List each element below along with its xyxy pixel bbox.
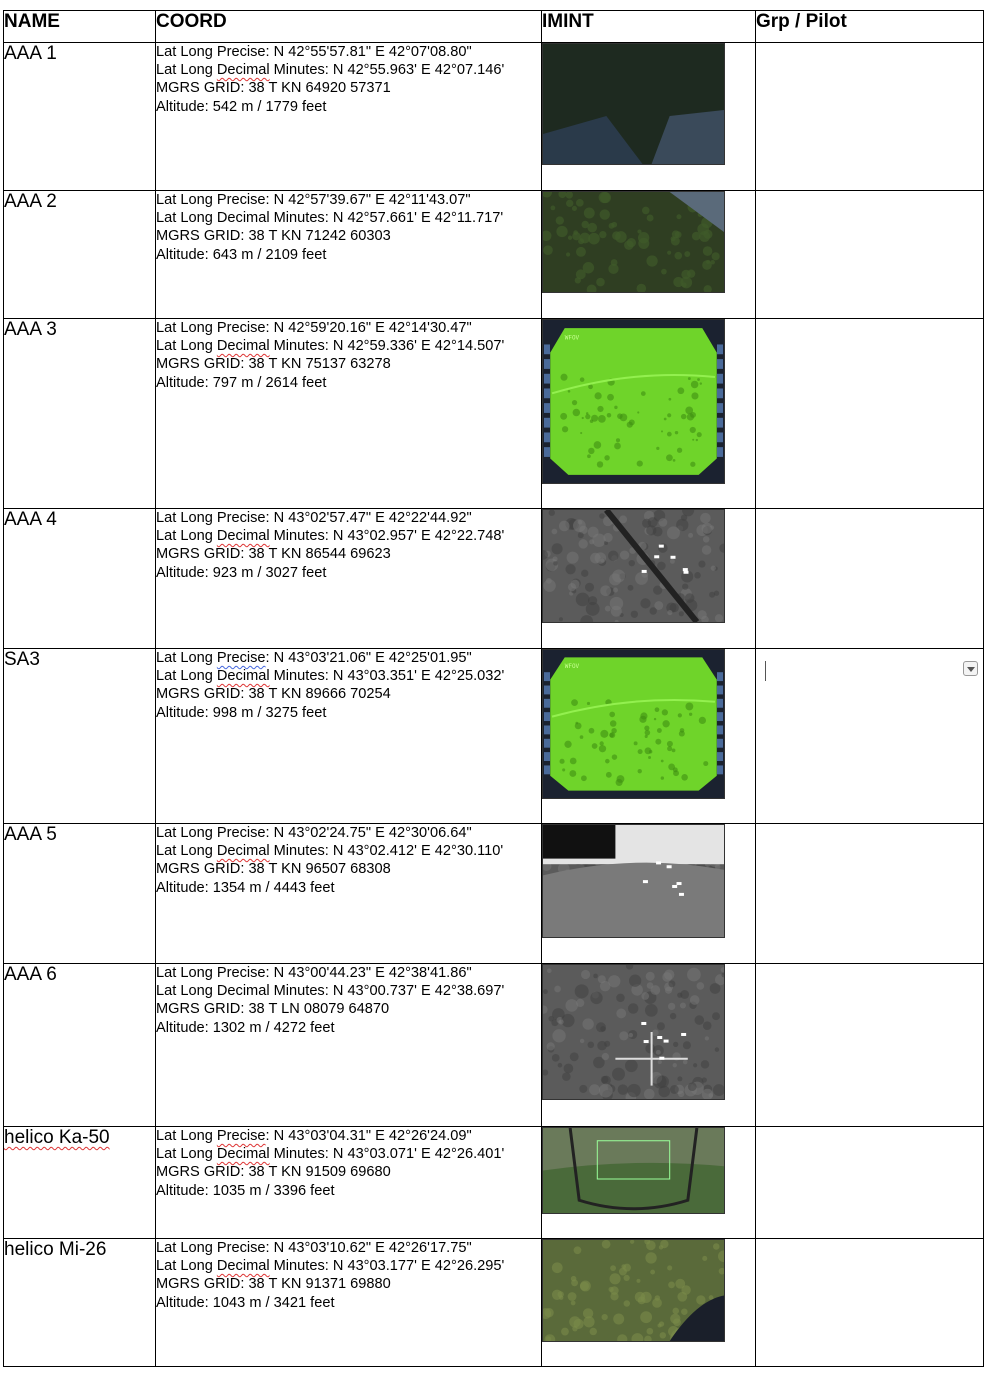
header-row: [4, 11, 984, 43]
coord-mgrs-label: MGRS GRID:: [156, 861, 249, 878]
spellcheck-word: Decimal: [216, 1146, 270, 1163]
coord-precise-label: Lat Long Precise:: [156, 320, 274, 336]
header-imint: IMINT: [542, 11, 756, 43]
coord-decimal-label: Lat Long Decimal Minutes:: [156, 1146, 333, 1163]
imint-cell: [542, 319, 756, 509]
green-mfd-view-image[interactable]: [542, 649, 725, 799]
coord-decimal-value: N 43°00.737' E 42°38.697': [332, 983, 505, 1000]
svg-text:WFOV: WFOV: [564, 662, 580, 670]
coord-mgrs-label: MGRS GRID:: [156, 80, 249, 97]
target-name: [4, 191, 156, 319]
imint-cell: [542, 191, 756, 319]
header-coord: COORD: [156, 11, 542, 43]
coord-precise: [156, 964, 541, 982]
coord-decimal-value: N 43°03.351' E 42°25.032': [332, 668, 505, 685]
target-name-text: helico Ka-50: [4, 1127, 110, 1148]
coord-precise-label: Lat Long Precise:: [156, 1128, 274, 1144]
coord-altitude-value: 923 m / 3027 feet: [212, 564, 327, 581]
coord-mgrs-value: 38 T KN 75137 63278: [248, 356, 391, 373]
coord-decimal: [156, 61, 541, 79]
coord-decimal: [156, 527, 541, 545]
infrared-ridge-view-image[interactable]: [542, 824, 725, 938]
coord-precise-label: Lat Long Precise:: [156, 965, 274, 981]
coord-precise-label: Lat Long Precise:: [156, 650, 274, 666]
cockpit-hill-view-image[interactable]: [542, 1239, 725, 1342]
hud-valley-view-image[interactable]: [542, 1127, 725, 1214]
coord-decimal-label: Lat Long Decimal Minutes:: [156, 528, 333, 545]
grp-pilot-cell[interactable]: [756, 509, 984, 649]
coord-mgrs-label: MGRS GRID:: [156, 1001, 249, 1018]
coord-mgrs: [156, 1163, 541, 1181]
coord-decimal: [156, 667, 541, 685]
coord-altitude: [156, 1182, 541, 1200]
imint-cell: [542, 509, 756, 649]
coord-decimal-value: N 43°03.071' E 42°26.401': [332, 1146, 505, 1163]
coord-altitude-label: Altitude:: [156, 564, 213, 581]
target-coordinates: [156, 1239, 542, 1367]
coord-precise: [156, 509, 541, 527]
target-table: [3, 10, 984, 1367]
grp-pilot-cell[interactable]: [756, 43, 984, 191]
coord-precise: [156, 649, 541, 667]
coord-decimal: [156, 337, 541, 355]
coord-altitude: [156, 1019, 541, 1037]
target-name: [4, 649, 156, 824]
imint-cell: [542, 1239, 756, 1367]
svg-text:WFOV: WFOV: [564, 334, 580, 342]
coord-decimal-value: N 43°02.957' E 42°22.748': [332, 528, 505, 545]
dropdown-chevron-icon[interactable]: [963, 661, 978, 676]
coord-mgrs-value: 38 T KN 89666 70254: [248, 686, 391, 703]
coord-precise: [156, 319, 541, 337]
coord-altitude: [156, 564, 541, 582]
coord-mgrs-label: MGRS GRID:: [156, 228, 249, 245]
coord-precise: [156, 191, 541, 209]
target-name-text: AAA 4: [4, 509, 57, 530]
coord-decimal-label: Lat Long Decimal Minutes:: [156, 843, 333, 860]
coord-precise-value: N 42°59'20.16" E 42°14'30.47": [273, 320, 472, 336]
coord-mgrs-value: 38 T KN 64920 57371: [248, 80, 391, 97]
infrared-crosshair-view-image[interactable]: [542, 964, 725, 1100]
coord-altitude-value: 1035 m / 3396 feet: [212, 1182, 335, 1199]
coord-decimal: [156, 982, 541, 1000]
target-coordinates: [156, 824, 542, 964]
coord-mgrs: [156, 1000, 541, 1018]
coord-decimal-value: N 43°02.412' E 42°30.110': [332, 843, 504, 860]
imint-cell: [542, 649, 756, 824]
table-row: [4, 509, 984, 649]
coord-altitude-label: Altitude:: [156, 246, 213, 263]
coord-precise-value: N 43°03'10.62" E 42°26'17.75": [273, 1240, 472, 1256]
coord-precise-label: Lat Long Precise:: [156, 510, 274, 526]
grp-pilot-cell[interactable]: [756, 824, 984, 964]
grp-pilot-cell[interactable]: [756, 1239, 984, 1367]
coord-altitude-label: Altitude:: [156, 704, 213, 721]
coord-precise-label: Lat Long Precise:: [156, 44, 274, 60]
grp-pilot-cell[interactable]: [756, 649, 984, 824]
target-name: [4, 509, 156, 649]
grp-pilot-cell[interactable]: [756, 964, 984, 1127]
target-name-text: AAA 2: [4, 191, 57, 212]
coord-mgrs-label: MGRS GRID:: [156, 1164, 249, 1181]
coord-altitude-value: 1354 m / 4443 feet: [212, 879, 335, 896]
coord-mgrs: [156, 545, 541, 563]
coord-precise-value: N 43°03'21.06" E 42°25'01.95": [273, 650, 472, 666]
coord-altitude-label: Altitude:: [156, 1182, 213, 1199]
spellcheck-word: Precise: [216, 1128, 266, 1144]
imint-cell: [542, 824, 756, 964]
coord-decimal-value: N 42°59.336' E 42°14.507': [332, 338, 505, 355]
coord-precise: [156, 1127, 541, 1145]
cockpit-night-view-image[interactable]: [542, 43, 725, 165]
coord-mgrs: [156, 685, 541, 703]
table-row: [4, 43, 984, 191]
coord-mgrs: [156, 79, 541, 97]
spellcheck-word: Decimal: [216, 338, 270, 355]
header-name: NAME: [4, 11, 156, 43]
imint-cell: [542, 964, 756, 1127]
coord-mgrs-value: 38 T KN 71242 60303: [248, 228, 391, 245]
coord-altitude-label: Altitude:: [156, 98, 213, 115]
table-row: [4, 649, 984, 824]
coord-decimal-label: Lat Long Decimal Minutes:: [156, 62, 333, 79]
coord-precise-value: N 42°55'57.81" E 42°07'08.80": [273, 44, 472, 60]
target-name: [4, 1127, 156, 1239]
infrared-road-view-image[interactable]: [542, 509, 725, 623]
coord-altitude-label: Altitude:: [156, 1019, 213, 1036]
target-name: [4, 964, 156, 1127]
target-name-text: AAA 6: [4, 964, 57, 985]
coord-mgrs-label: MGRS GRID:: [156, 686, 249, 703]
coord-mgrs-label: MGRS GRID:: [156, 1276, 249, 1293]
target-name: [4, 319, 156, 509]
table-row: [4, 964, 984, 1127]
imint-cell: [542, 43, 756, 191]
target-name-text: helico Mi-26: [4, 1239, 107, 1260]
coord-mgrs-value: 38 T KN 91371 69880: [248, 1276, 391, 1293]
coord-precise-label: Lat Long Precise:: [156, 825, 274, 841]
coord-altitude-value: 1302 m / 4272 feet: [212, 1019, 335, 1036]
coord-precise-value: N 43°02'57.47" E 42°22'44.92": [273, 510, 472, 526]
spellcheck-word: Decimal: [216, 528, 270, 545]
coord-decimal: [156, 842, 541, 860]
target-coordinates: [156, 1127, 542, 1239]
table-row: [4, 1127, 984, 1239]
coord-decimal-label: Lat Long Decimal Minutes:: [156, 668, 333, 685]
target-coordinates: [156, 319, 542, 509]
coord-decimal-value: N 43°03.177' E 42°26.295': [332, 1258, 505, 1275]
spellcheck-word: Decimal: [216, 843, 270, 860]
coord-mgrs: [156, 355, 541, 373]
coord-decimal-label: Lat Long Decimal Minutes:: [156, 338, 333, 355]
coord-altitude: [156, 704, 541, 722]
coord-decimal-label: Lat Long Decimal Minutes:: [156, 210, 333, 227]
coord-decimal-label: Lat Long Decimal Minutes:: [156, 983, 333, 1000]
text-cursor: [765, 661, 766, 681]
target-coordinates: [156, 191, 542, 319]
coord-altitude: [156, 374, 541, 392]
coord-decimal-label: Lat Long Decimal Minutes:: [156, 1258, 333, 1275]
coord-mgrs-value: 38 T LN 08079 64870: [248, 1001, 390, 1018]
coord-mgrs-value: 38 T KN 86544 69623: [248, 546, 391, 563]
coord-mgrs: [156, 860, 541, 878]
imint-cell: [542, 1127, 756, 1239]
table-row: [4, 1239, 984, 1367]
coord-altitude: [156, 879, 541, 897]
coord-altitude: [156, 98, 541, 116]
spellcheck-word: Decimal: [216, 62, 270, 79]
target-coordinates: [156, 43, 542, 191]
coord-mgrs-value: 38 T KN 96507 68308: [248, 861, 391, 878]
spellcheck-word: Decimal: [216, 668, 270, 685]
target-name-text: AAA 1: [4, 43, 57, 64]
coord-altitude: [156, 1294, 541, 1312]
table-row: [4, 824, 984, 964]
coord-altitude-value: 542 m / 1779 feet: [212, 98, 327, 115]
green-targeting-pod-image[interactable]: [542, 319, 725, 484]
coord-precise-label: Lat Long Precise:: [156, 1240, 274, 1256]
table-row: [4, 191, 984, 319]
target-name-text: SA3: [4, 649, 40, 670]
spellcheck-word: Decimal: [216, 1258, 270, 1275]
target-name: [4, 1239, 156, 1367]
coord-decimal: [156, 209, 541, 227]
coord-altitude-value: 643 m / 2109 feet: [212, 246, 327, 263]
target-name: [4, 824, 156, 964]
coord-mgrs-value: 38 T KN 91509 69680: [248, 1164, 391, 1181]
coord-precise-value: N 42°57'39.67" E 42°11'43.07": [273, 192, 471, 208]
coord-precise-value: N 43°00'44.23" E 42°38'41.86": [273, 965, 472, 981]
coord-decimal-value: N 42°55.963' E 42°07.146': [332, 62, 505, 79]
coord-mgrs-label: MGRS GRID:: [156, 546, 249, 563]
coord-precise: [156, 43, 541, 61]
coord-decimal: [156, 1257, 541, 1275]
table-row: [4, 319, 984, 509]
valley-terrain-view-image[interactable]: [542, 191, 725, 293]
coord-mgrs-label: MGRS GRID:: [156, 356, 249, 373]
coord-altitude-value: 797 m / 2614 feet: [212, 374, 327, 391]
target-coordinates: [156, 649, 542, 824]
coord-altitude-value: 1043 m / 3421 feet: [212, 1294, 335, 1311]
coord-mgrs: [156, 227, 541, 245]
coord-altitude: [156, 246, 541, 264]
target-name-text: AAA 5: [4, 824, 57, 845]
target-coordinates: [156, 509, 542, 649]
coord-precise: [156, 1239, 541, 1257]
coord-decimal: [156, 1145, 541, 1163]
grp-pilot-cell[interactable]: [756, 319, 984, 509]
coord-precise: [156, 824, 541, 842]
coord-precise-label: Lat Long Precise:: [156, 192, 274, 208]
coord-altitude-label: Altitude:: [156, 879, 213, 896]
coord-mgrs: [156, 1275, 541, 1293]
target-name-text: AAA 3: [4, 319, 57, 340]
coord-altitude-label: Altitude:: [156, 374, 213, 391]
grp-pilot-cell[interactable]: [756, 191, 984, 319]
coord-precise-value: N 43°03'04.31" E 42°26'24.09": [273, 1128, 472, 1144]
coord-decimal-value: N 42°57.661' E 42°11.717': [332, 210, 504, 227]
target-name: [4, 43, 156, 191]
target-coordinates: [156, 964, 542, 1127]
grp-pilot-cell[interactable]: [756, 1127, 984, 1239]
spellcheck-word: Precise: [216, 650, 266, 666]
header-grp-pilot: Grp / Pilot: [756, 11, 984, 43]
coord-precise-value: N 43°02'24.75" E 42°30'06.64": [273, 825, 472, 841]
coord-altitude-label: Altitude:: [156, 1294, 213, 1311]
coord-altitude-value: 998 m / 3275 feet: [212, 704, 327, 721]
